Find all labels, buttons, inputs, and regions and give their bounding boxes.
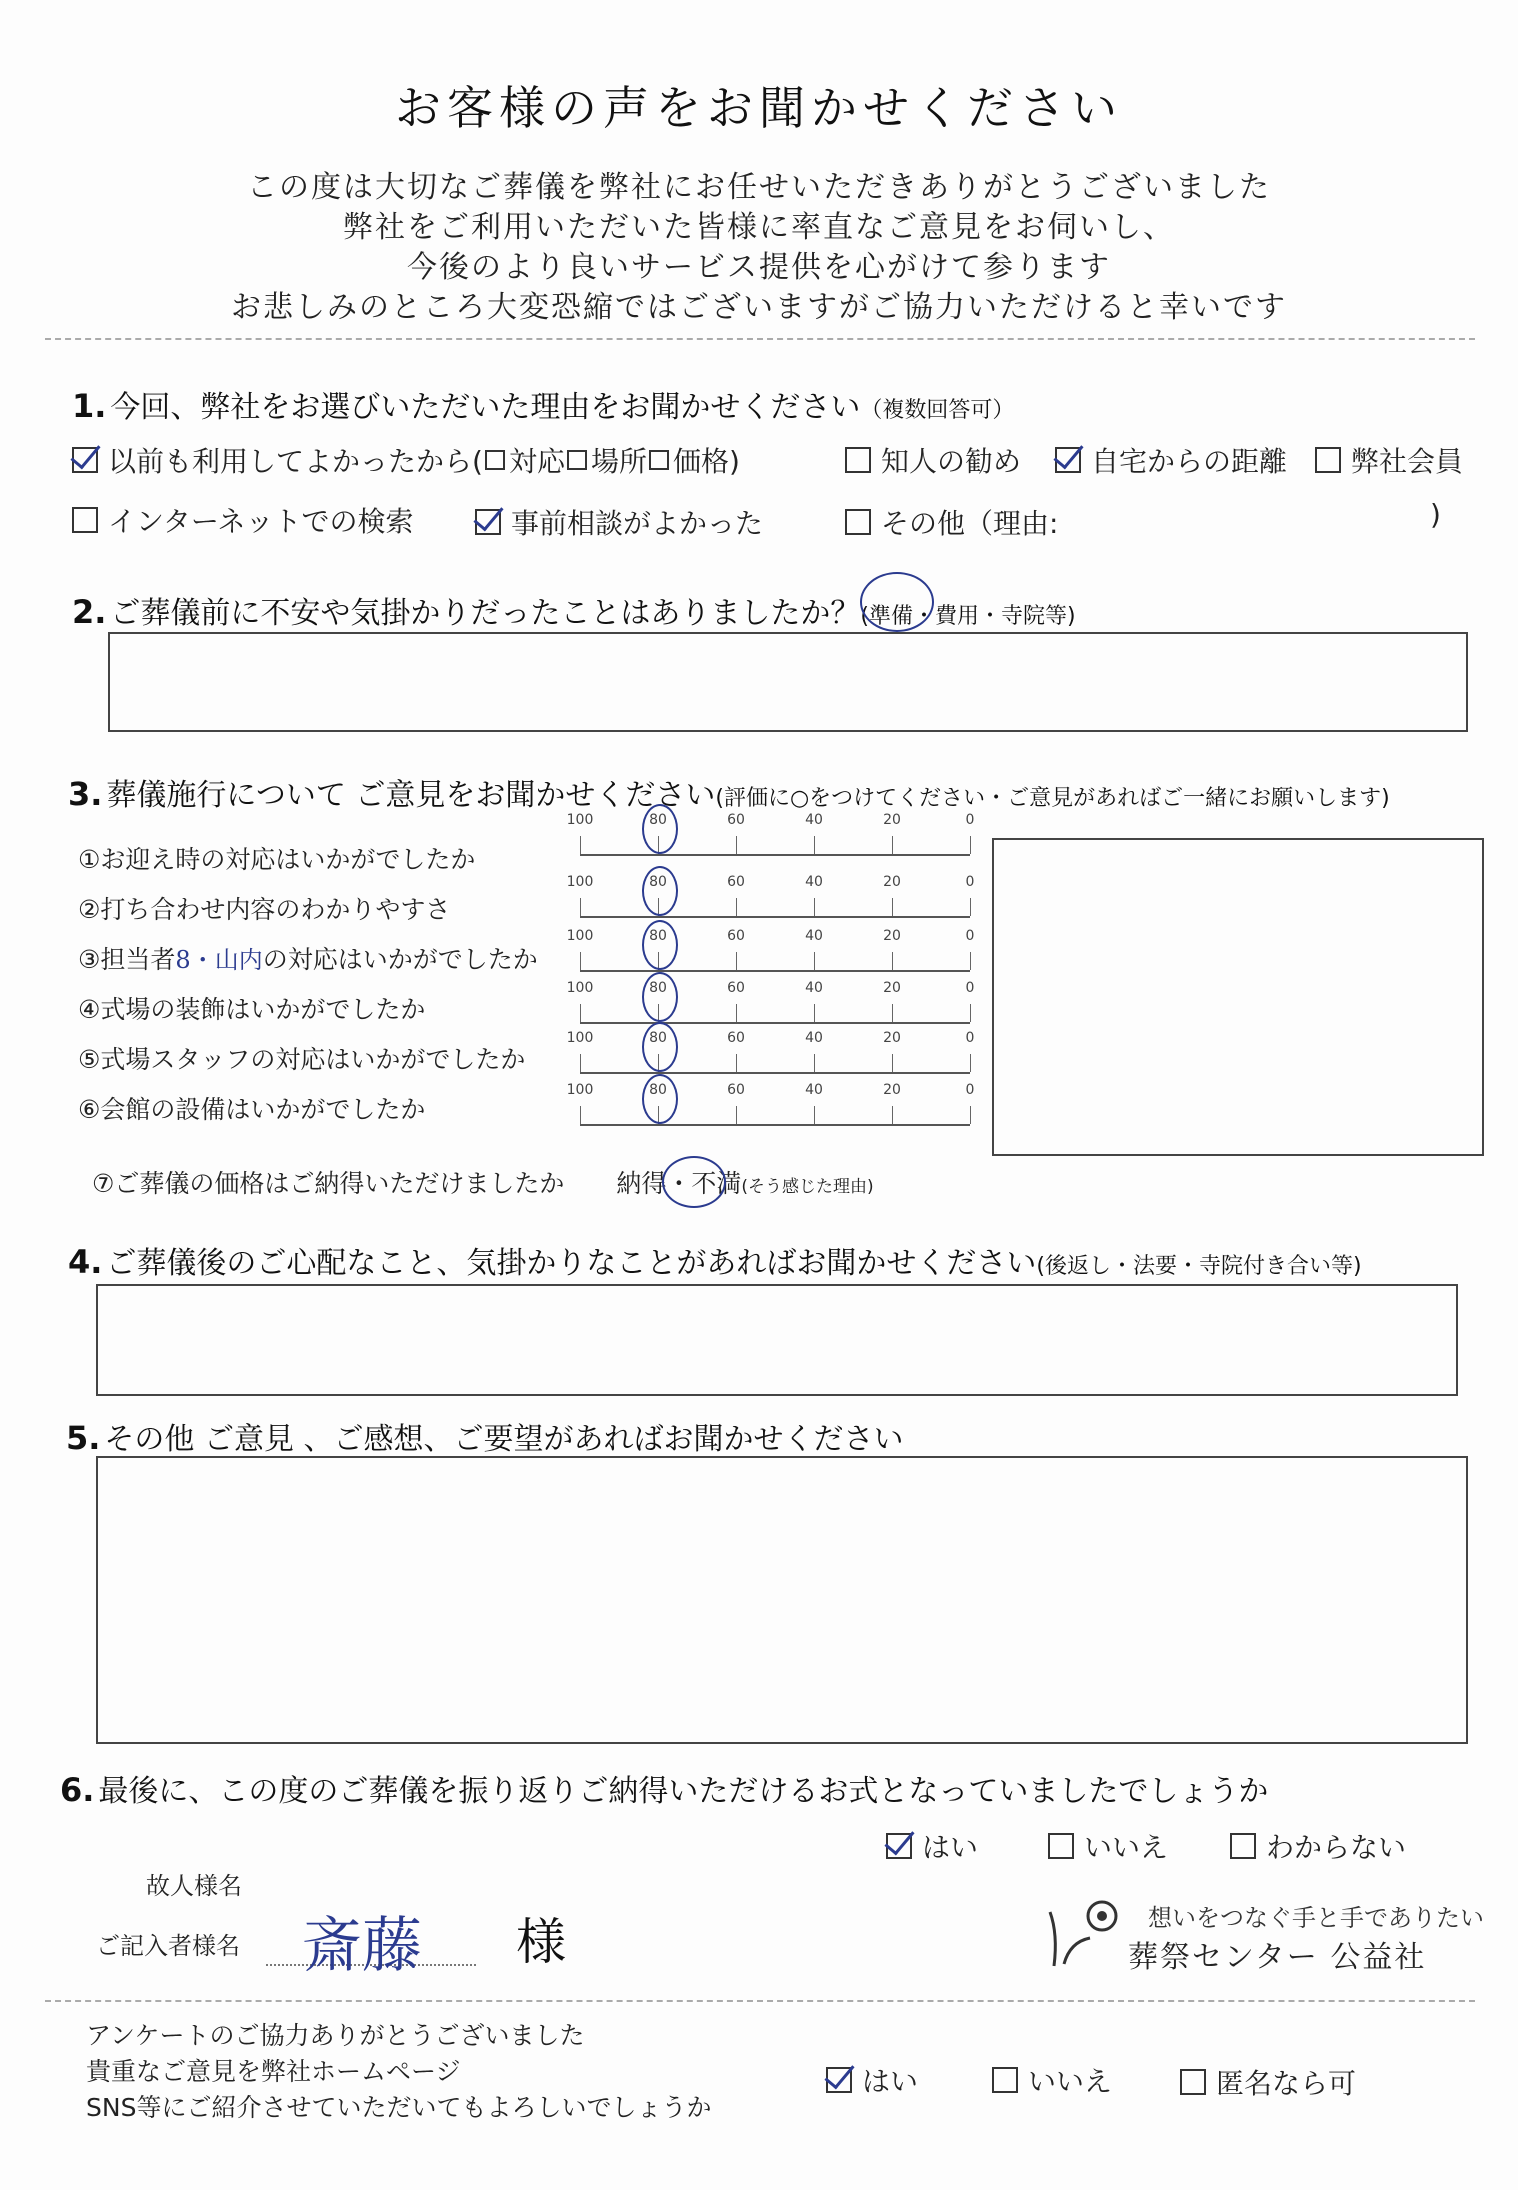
q1-option-label: 知人の勧め bbox=[881, 445, 1022, 478]
checkbox-member[interactable] bbox=[1315, 447, 1341, 473]
q5-number: 5. bbox=[66, 1419, 101, 1457]
q3-price-separator: ・ bbox=[666, 1169, 692, 1198]
scale-tick-label: 20 bbox=[883, 1030, 901, 1046]
intro-line-2: 弊社をご利用いただいた皆様に率直なご意見をお伺いし、 bbox=[343, 210, 1175, 245]
q2-text: ご葬儀前に不安や気掛かりだったことはありましたか？ bbox=[110, 596, 861, 631]
divider bbox=[45, 338, 1475, 340]
scale-tick bbox=[736, 1106, 737, 1124]
scale-tick-label: 0 bbox=[965, 1082, 975, 1098]
q1-number: 1. bbox=[72, 387, 107, 425]
scale-baseline bbox=[580, 854, 970, 856]
footer-option-no[interactable] bbox=[992, 2060, 1112, 2100]
scale-tick bbox=[580, 1054, 581, 1072]
page-title: お客様の声をお聞かせください bbox=[395, 81, 1123, 135]
writer-name-handwritten: 斎藤 bbox=[302, 1911, 422, 1981]
checkbox-internet[interactable] bbox=[72, 507, 98, 533]
scale-tick bbox=[580, 952, 581, 970]
q5-heading bbox=[66, 1414, 904, 1458]
scale-tick-label: 40 bbox=[805, 874, 823, 890]
scale-baseline bbox=[580, 970, 970, 972]
intro-line-3: 今後のより良いサービス提供を心がけて参ります bbox=[407, 250, 1111, 285]
q3-heading bbox=[68, 770, 1390, 814]
scale-tick-label: 0 bbox=[965, 928, 975, 944]
q5-text: その他 ご意見 、ご感想、ご要望があればお聞かせください bbox=[104, 1422, 904, 1457]
checkbox-sub-response[interactable] bbox=[485, 450, 505, 470]
scale-tick bbox=[970, 1106, 971, 1124]
scale-tick-label: 40 bbox=[805, 1082, 823, 1098]
scale-tick bbox=[814, 952, 815, 970]
scale-tick bbox=[892, 898, 893, 916]
footer-divider bbox=[45, 2000, 1475, 2002]
scale-tick bbox=[814, 1004, 815, 1022]
scale-tick-label: 80 bbox=[649, 1030, 667, 1046]
q1-option-label: 自宅からの距離 bbox=[1091, 445, 1288, 478]
footer-line-3: SNS等にご紹介させていただいてもよろしいでしょうか bbox=[86, 2093, 712, 2122]
checkbox-other[interactable] bbox=[845, 509, 871, 535]
checkbox-q6-no[interactable] bbox=[1048, 1833, 1074, 1859]
rating-circle-mark bbox=[642, 1074, 678, 1124]
company-logo-icon bbox=[1044, 1894, 1120, 1968]
q1-option-label: その他（理由: bbox=[881, 507, 1059, 540]
rating-circle-mark bbox=[642, 972, 678, 1022]
scale-baseline bbox=[580, 1072, 970, 1074]
q3-price-note: (そう感じた理由) bbox=[741, 1177, 874, 1197]
intro-line-1: この度は大切なご葬儀を弊社にお任せいただきありがとうございました bbox=[247, 170, 1271, 205]
q3-item-label: ③担当者 bbox=[78, 945, 176, 974]
q3-handwritten-name: 8・山内 bbox=[175, 946, 263, 974]
q4-heading bbox=[68, 1238, 1362, 1282]
scale-tick-label: 60 bbox=[727, 1082, 745, 1098]
q3-item-5: ⑤式場スタッフの対応はいかがでしたか bbox=[78, 1045, 526, 1074]
scale-tick-label: 20 bbox=[883, 928, 901, 944]
scale-tick bbox=[970, 1004, 971, 1022]
scale-baseline bbox=[580, 1124, 970, 1126]
scale-tick bbox=[736, 898, 737, 916]
q6-option-unknown[interactable] bbox=[1230, 1826, 1406, 1866]
q6-number: 6. bbox=[60, 1771, 95, 1809]
scale-tick bbox=[580, 836, 581, 854]
q3-note: (評価に○をつけてください・ご意見があればご一緒にお願いします) bbox=[715, 786, 1390, 811]
footer-line-1: アンケートのご協力ありがとうございました bbox=[86, 2021, 585, 2050]
checkbox-previous-use[interactable] bbox=[72, 447, 98, 473]
scale-tick-label: 100 bbox=[566, 812, 594, 828]
footer-option-anon[interactable] bbox=[1180, 2062, 1356, 2102]
company-tagline: 想いをつなぐ手と手でありたい bbox=[1148, 1904, 1484, 1932]
scale-tick-label: 100 bbox=[566, 1030, 594, 1046]
writer-name-label: ご記入者様名 bbox=[96, 1932, 240, 1960]
q6-text: 最後に、この度のご葬儀を振り返りご納得いただけるお式となっていましたでしょうか bbox=[98, 1774, 1269, 1809]
q1-heading bbox=[72, 382, 1014, 426]
checkbox-footer-no[interactable] bbox=[992, 2067, 1018, 2093]
q4-answer-box[interactable] bbox=[96, 1284, 1458, 1396]
scale-tick bbox=[892, 952, 893, 970]
q6-option-yes[interactable] bbox=[886, 1826, 978, 1866]
q6-yes-label: はい bbox=[922, 1831, 979, 1864]
rating-scale-6[interactable] bbox=[566, 1082, 975, 1132]
q3-item-4: ④式場の装飾はいかがでしたか bbox=[78, 995, 426, 1024]
scale-tick bbox=[736, 836, 737, 854]
company-name: 葬祭センター 公益社 bbox=[1128, 1940, 1427, 1975]
scale-tick bbox=[892, 1004, 893, 1022]
rating-scale-4[interactable] bbox=[566, 980, 975, 1030]
scale-tick-label: 80 bbox=[649, 1082, 667, 1098]
q3-price-circle-mark bbox=[662, 1156, 726, 1208]
rating-circle-mark bbox=[642, 804, 678, 854]
scale-tick bbox=[736, 1004, 737, 1022]
scale-tick-label: 0 bbox=[965, 874, 975, 890]
scale-tick bbox=[970, 1054, 971, 1072]
q6-heading bbox=[60, 1766, 1268, 1810]
scale-tick bbox=[736, 1054, 737, 1072]
footer-anon-label: 匿名なら可 bbox=[1216, 2067, 1357, 2100]
scale-tick-label: 60 bbox=[727, 1030, 745, 1046]
checkbox-sub-price[interactable] bbox=[649, 450, 669, 470]
scale-tick bbox=[580, 1106, 581, 1124]
q3-item-label-rest: の対応はいかがでしたか bbox=[262, 945, 538, 974]
scale-tick-label: 100 bbox=[566, 980, 594, 996]
q1-sub-label: 対応 bbox=[508, 445, 565, 478]
scale-tick bbox=[580, 898, 581, 916]
footer-no-label: いいえ bbox=[1028, 2065, 1113, 2098]
scale-tick-label: 20 bbox=[883, 980, 901, 996]
scale-tick-label: 20 bbox=[883, 1082, 901, 1098]
honorific: 様 bbox=[516, 1913, 566, 1971]
q3-item-3 bbox=[78, 940, 538, 976]
scale-tick-label: 60 bbox=[727, 980, 745, 996]
q2-circle-mark bbox=[860, 572, 934, 632]
q1-option-label: 事前相談がよかった bbox=[511, 507, 764, 540]
scale-tick bbox=[970, 898, 971, 916]
q1-text: 今回、弊社をお選びいただいた理由をお聞かせください bbox=[110, 390, 861, 425]
q3-text: 葬儀施行について ご意見をお聞かせください bbox=[106, 778, 716, 813]
scale-tick-label: 40 bbox=[805, 980, 823, 996]
q2-number: 2. bbox=[72, 593, 107, 631]
deceased-name-label: 故人様名 bbox=[146, 1872, 242, 1900]
checkbox-consultation[interactable] bbox=[475, 509, 501, 535]
q1-note: （複数回答可） bbox=[860, 398, 1015, 423]
scale-tick-label: 80 bbox=[649, 874, 667, 890]
scale-tick bbox=[814, 1106, 815, 1124]
scale-tick-label: 80 bbox=[649, 812, 667, 828]
q3-price-question: ⑦ご葬儀の価格はご納得いただけましたか bbox=[92, 1169, 565, 1198]
q1-option-label: インターネットでの検索 bbox=[108, 505, 414, 538]
scale-tick bbox=[814, 898, 815, 916]
q6-no-label: いいえ bbox=[1084, 1831, 1169, 1864]
rating-scale-3[interactable] bbox=[566, 928, 975, 978]
q4-number: 4. bbox=[68, 1243, 103, 1281]
q3-number: 3. bbox=[68, 775, 103, 813]
q3-comment-box[interactable] bbox=[992, 838, 1484, 1156]
q1-sub-label: 場所 bbox=[590, 445, 647, 478]
checkbox-acquaintance[interactable] bbox=[845, 447, 871, 473]
scale-tick bbox=[580, 1004, 581, 1022]
scale-tick bbox=[814, 836, 815, 854]
scale-tick-label: 60 bbox=[727, 812, 745, 828]
scale-tick bbox=[814, 1054, 815, 1072]
checkbox-q6-yes[interactable] bbox=[886, 1833, 912, 1859]
scale-tick-label: 40 bbox=[805, 1030, 823, 1046]
q1-option-label: 以前も利用してよかったから( bbox=[108, 445, 483, 478]
scale-tick-label: 0 bbox=[965, 1030, 975, 1046]
checkbox-q6-unknown[interactable] bbox=[1230, 1833, 1256, 1859]
q3-price-row bbox=[92, 1164, 874, 1200]
scale-tick-label: 60 bbox=[727, 928, 745, 944]
scale-tick-label: 100 bbox=[566, 928, 594, 944]
scale-tick-label: 80 bbox=[649, 980, 667, 996]
q3-price-no[interactable]: 不満 bbox=[691, 1169, 742, 1198]
rating-circle-mark bbox=[642, 866, 678, 916]
footer-line-2: 貴重なご意見を弊社ホームページ bbox=[86, 2057, 461, 2086]
q3-price-yes[interactable]: 納得 bbox=[616, 1169, 667, 1198]
checkbox-footer-anon[interactable] bbox=[1180, 2069, 1206, 2095]
scale-tick bbox=[970, 952, 971, 970]
checkbox-footer-yes[interactable] bbox=[826, 2067, 852, 2093]
scale-tick-label: 80 bbox=[649, 928, 667, 944]
scale-tick bbox=[970, 836, 971, 854]
q1-sub-label: 価格) bbox=[672, 445, 740, 478]
scale-baseline bbox=[580, 916, 970, 918]
q1-option-distance[interactable] bbox=[1055, 440, 1287, 480]
q4-text: ご葬儀後のご心配なこと、気掛かりなことがあればお聞かせください bbox=[106, 1246, 1037, 1281]
scale-tick-label: 20 bbox=[883, 874, 901, 890]
scale-baseline bbox=[580, 1022, 970, 1024]
q6-option-no[interactable] bbox=[1048, 1826, 1168, 1866]
q4-note: (後返し・法要・寺院付き合い等) bbox=[1036, 1254, 1362, 1279]
intro-line-4: お悲しみのところ大変恐縮ではございますがご協力いただけると幸いです bbox=[231, 290, 1287, 325]
q1-option-previous-use[interactable] bbox=[72, 440, 740, 480]
rating-scale-5[interactable] bbox=[566, 1030, 975, 1080]
q1-option-label: 弊社会員 bbox=[1351, 445, 1464, 478]
q1-option-consultation[interactable] bbox=[475, 502, 763, 542]
q2-answer-box[interactable] bbox=[108, 632, 1468, 732]
scale-tick bbox=[736, 952, 737, 970]
rating-scale-1[interactable] bbox=[566, 812, 975, 862]
scale-tick-label: 40 bbox=[805, 928, 823, 944]
footer-yes-label: はい bbox=[862, 2065, 919, 2098]
scale-tick-label: 100 bbox=[566, 1082, 594, 1098]
checkbox-distance[interactable] bbox=[1055, 447, 1081, 473]
scale-tick-label: 100 bbox=[566, 874, 594, 890]
q3-item-1: ①お迎え時の対応はいかがでしたか bbox=[78, 845, 476, 874]
q1-option-other[interactable] bbox=[845, 502, 1058, 542]
scale-tick-label: 60 bbox=[727, 874, 745, 890]
q2-note: (準備・費用・寺院等) bbox=[860, 604, 1076, 629]
scale-tick-label: 40 bbox=[805, 812, 823, 828]
scale-tick-label: 0 bbox=[965, 980, 975, 996]
rating-circle-mark bbox=[642, 920, 678, 970]
checkbox-sub-location[interactable] bbox=[567, 450, 587, 470]
q1-option-acquaintance[interactable] bbox=[845, 440, 1021, 480]
q5-answer-box[interactable] bbox=[96, 1456, 1468, 1744]
scale-tick bbox=[892, 836, 893, 854]
q1-other-close: ) bbox=[1430, 498, 1441, 531]
scale-tick-label: 20 bbox=[883, 812, 901, 828]
scale-tick-label: 0 bbox=[965, 812, 975, 828]
q1-option-internet[interactable] bbox=[72, 500, 413, 540]
scale-tick bbox=[892, 1054, 893, 1072]
scale-tick bbox=[892, 1106, 893, 1124]
q6-unknown-label: わからない bbox=[1266, 1831, 1407, 1864]
footer-option-yes[interactable] bbox=[826, 2060, 918, 2100]
rating-circle-mark bbox=[642, 1022, 678, 1072]
q1-option-member[interactable] bbox=[1315, 440, 1463, 480]
rating-scale-2[interactable] bbox=[566, 874, 975, 924]
q3-item-2: ②打ち合わせ内容のわかりやすさ bbox=[78, 895, 451, 924]
q3-item-6: ⑥会館の設備はいかがでしたか bbox=[78, 1095, 426, 1124]
